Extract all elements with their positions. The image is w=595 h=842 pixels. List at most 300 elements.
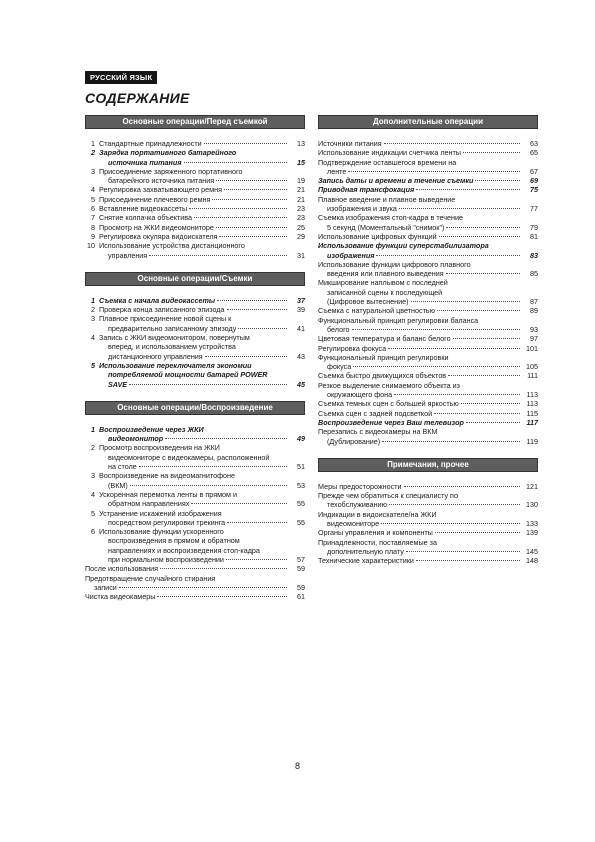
- toc-entry[interactable]: [318, 371, 538, 380]
- entry-number: 7: [91, 213, 95, 223]
- dot-leader: [212, 199, 287, 200]
- entry-title-line: белого: [327, 324, 350, 334]
- entry-title-line: Плавное присоединение новой сцены к: [99, 314, 232, 324]
- dot-leader: [376, 255, 520, 256]
- dot-leader: [446, 227, 520, 228]
- entry-last-line: [318, 344, 538, 353]
- toc-entry[interactable]: [318, 556, 538, 565]
- dot-leader: [216, 227, 287, 228]
- entry-body: [318, 306, 538, 315]
- entry-page: 93: [530, 324, 538, 334]
- entry-title-line: (ВКМ): [108, 480, 128, 490]
- dot-leader: [439, 236, 520, 237]
- entry-number: 2: [91, 148, 95, 158]
- entry-title-line: Регулировка захватывающего ремня: [99, 185, 222, 195]
- entry-body: [318, 409, 538, 418]
- entry-page: 69: [530, 176, 538, 186]
- toc-entry[interactable]: [318, 195, 538, 214]
- entry-body: [99, 296, 305, 305]
- entry-title-line: Воспроизведение на видеомагнитофоне: [99, 471, 235, 481]
- section-header: Основные операции/Съемки: [85, 272, 305, 286]
- dot-leader: [448, 375, 520, 376]
- entry-last-line: [99, 195, 305, 204]
- entry-title-line: Просмотр на ЖКИ видеомониторе: [99, 222, 214, 232]
- entry-number: 8: [91, 222, 95, 232]
- dot-leader: [384, 143, 520, 144]
- entry-title-line: Съемка быстро движущихся объектов: [318, 371, 447, 381]
- toc-entry[interactable]: [85, 232, 305, 241]
- entry-number: 1: [91, 424, 95, 434]
- entry-body: [85, 574, 305, 593]
- entry-title-line: изображения: [327, 250, 375, 260]
- entry-title-line: Функциональный принцип регулировки: [318, 352, 449, 362]
- toc-entry[interactable]: [85, 185, 305, 194]
- entry-title-line: Съемка с натуральной цветностью: [318, 306, 436, 316]
- entry-last-line: [318, 204, 538, 213]
- entry-title-line: Снятие колпачка объектива: [99, 213, 193, 223]
- entry-last-line: [99, 352, 305, 361]
- entry-title-line: потребляемой мощности батарей POWER: [108, 370, 268, 380]
- entry-title-line: Микширование наплывом с последней: [318, 278, 448, 288]
- toc-entry[interactable]: [85, 564, 305, 573]
- entry-body: [99, 241, 305, 260]
- entry-title-line: Съемка изображения стоп-кадра в течение: [318, 213, 464, 223]
- entry-title-line: Использование цифровых функций: [318, 231, 437, 241]
- entry-title-line: Органы управления и компоненты: [318, 528, 433, 538]
- dot-leader: [466, 422, 520, 423]
- dot-leader: [149, 255, 287, 256]
- toc-entry[interactable]: [318, 158, 538, 177]
- entry-last-line: [99, 139, 305, 148]
- dot-leader: [382, 441, 520, 442]
- toc-entry[interactable]: [318, 344, 538, 353]
- entry-number: 2: [91, 305, 95, 315]
- entry-title-line: Устранение искажений изображения: [99, 508, 222, 518]
- entry-body: [99, 148, 305, 167]
- entry-title-line: Использование устройства дистанционного: [99, 241, 245, 251]
- entry-title-line: Воспроизведение через ЖКИ: [99, 424, 204, 434]
- entry-page: 31: [297, 250, 305, 260]
- entry-page: 15: [297, 157, 305, 167]
- toc-entry[interactable]: [318, 482, 538, 491]
- entry-page: 77: [530, 204, 538, 214]
- toc-entry[interactable]: [318, 148, 538, 157]
- entry-last-line: [318, 362, 538, 371]
- entry-body: [318, 427, 538, 446]
- dot-leader: [411, 301, 521, 302]
- dot-leader: [219, 236, 287, 237]
- entry-body: [318, 176, 538, 185]
- toc-entry[interactable]: [318, 353, 538, 372]
- entry-page: 145: [526, 546, 538, 556]
- entry-body: [99, 185, 305, 194]
- entry-page: 59: [297, 564, 305, 574]
- entry-page: 39: [297, 305, 305, 315]
- dot-leader: [165, 438, 287, 439]
- entry-title-line: Использование функции цифрового плавного: [318, 259, 471, 269]
- entry-title-line: посредством регулировки трекинга: [108, 517, 226, 527]
- toc-entry[interactable]: [85, 509, 305, 528]
- toc-entry[interactable]: [85, 204, 305, 213]
- entry-body: [99, 361, 305, 389]
- entry-body: [99, 167, 305, 186]
- dot-leader: [227, 309, 288, 310]
- entry-body: [99, 425, 305, 444]
- entry-title-line: видеомонитор: [108, 434, 164, 444]
- entry-page: 57: [297, 554, 305, 564]
- section-spacer: [85, 389, 305, 401]
- entry-page: 29: [297, 231, 305, 241]
- entry-title-line: батарейного источника питания: [108, 176, 215, 186]
- entry-page: 25: [297, 222, 305, 232]
- entry-last-line: [99, 380, 305, 389]
- toc-entry[interactable]: [318, 409, 538, 418]
- entry-page: 45: [297, 379, 305, 389]
- entry-last-line: [318, 223, 538, 232]
- toc-left-column: [85, 115, 305, 601]
- entry-last-line: [318, 232, 538, 241]
- entry-title-line: (Дублирование): [327, 436, 381, 446]
- entry-title-line: Съемка с начала видеокассеты: [99, 295, 216, 305]
- entry-title-line: Регулировка окуляра видоискателя: [99, 231, 218, 241]
- entry-body: [318, 232, 538, 241]
- dot-leader: [399, 208, 520, 209]
- entry-title-line: предварительно записанному эпизоду: [108, 323, 237, 333]
- toc-entry[interactable]: [318, 241, 538, 260]
- entry-last-line: [318, 334, 538, 343]
- toc-entry[interactable]: [85, 139, 305, 148]
- entry-title-line: Функциональный принцип регулировки баланса: [318, 315, 479, 325]
- entry-body: [318, 399, 538, 408]
- toc-entry[interactable]: [318, 176, 538, 185]
- entry-last-line: [99, 324, 305, 333]
- entry-title-line: Чистка видеокамеры: [85, 592, 156, 602]
- dot-leader: [157, 596, 287, 597]
- entry-body: [99, 490, 305, 509]
- toc-entry[interactable]: [318, 316, 538, 335]
- entry-body: [99, 195, 305, 204]
- dot-leader: [381, 523, 520, 524]
- toc-entry[interactable]: [85, 223, 305, 232]
- toc-entry[interactable]: [85, 471, 305, 490]
- toc-section: [85, 272, 305, 389]
- page-title: СОДЕРЖАНИЕ: [85, 90, 190, 106]
- toc-entry[interactable]: [318, 185, 538, 194]
- entry-title-line: Принадлежности, поставляемые за: [318, 537, 437, 547]
- dot-leader: [446, 273, 520, 274]
- entry-last-line: [85, 583, 305, 592]
- toc-section: [318, 115, 538, 446]
- entry-number: 3: [91, 166, 95, 176]
- dot-leader: [130, 485, 287, 486]
- entry-body: [318, 491, 538, 510]
- entry-body: [318, 185, 538, 194]
- section-header: Дополнительные операции: [318, 115, 538, 129]
- entry-body: [318, 344, 538, 353]
- toc-entry[interactable]: [318, 232, 538, 241]
- entry-title-line: Предотвращение случайного стирания: [85, 573, 216, 583]
- toc-entry[interactable]: [85, 305, 305, 314]
- entry-page: 23: [297, 204, 305, 214]
- entry-body: [99, 223, 305, 232]
- section-header: Основные операции/Воспроизведение: [85, 401, 305, 415]
- entry-title-line: техобслуживанию: [327, 500, 387, 510]
- entry-page: 75: [530, 185, 538, 195]
- entry-page: 63: [530, 139, 538, 148]
- toc-entry[interactable]: [85, 490, 305, 509]
- entry-page: 41: [297, 323, 305, 333]
- dot-leader: [463, 152, 520, 153]
- toc-entry[interactable]: [318, 213, 538, 232]
- toc-entry[interactable]: [318, 260, 538, 279]
- entry-title-line: фокуса: [327, 362, 352, 372]
- entry-page: 23: [297, 213, 305, 223]
- toc-entry[interactable]: [85, 574, 305, 593]
- entry-title-line: После использования: [85, 564, 159, 574]
- entry-title-line: Меры предосторожности: [318, 481, 402, 491]
- entry-title-line: Ускоренная перемотка ленты в прямом и: [99, 489, 237, 499]
- toc-section: [85, 401, 305, 602]
- entry-number: 1: [91, 295, 95, 305]
- entry-page: 49: [297, 434, 305, 444]
- entry-number: 5: [91, 508, 95, 518]
- entry-title-line: ленте: [327, 166, 347, 176]
- entry-last-line: [318, 409, 538, 418]
- entry-page: 121: [526, 481, 538, 491]
- dot-leader: [406, 551, 520, 552]
- entry-title-line: Запись с ЖКИ видеомонитором, повернутым: [99, 333, 250, 343]
- entry-last-line: [99, 518, 305, 527]
- entry-title-line: Использование индикации счетчика ленты: [318, 148, 461, 158]
- entry-title-line: Запись даты и времени в течение съемки: [318, 176, 474, 186]
- dot-leader: [404, 486, 520, 487]
- entry-body: [318, 213, 538, 232]
- entry-number: 3: [91, 314, 95, 324]
- entry-title-line: Цветовая температура и баланс белого: [318, 334, 451, 344]
- dot-leader: [348, 171, 520, 172]
- entry-body: [85, 564, 305, 573]
- dot-leader: [184, 162, 288, 163]
- toc-entry[interactable]: [85, 167, 305, 186]
- entry-title-line: Приводная трансфокация: [318, 185, 415, 195]
- dot-leader: [434, 413, 520, 414]
- toc-entry[interactable]: [318, 399, 538, 408]
- entry-title-line: дополнительную плату: [327, 546, 404, 556]
- entry-page: 21: [297, 185, 305, 195]
- toc-entry[interactable]: [85, 213, 305, 222]
- entry-page: 130: [526, 500, 538, 510]
- toc-entry[interactable]: [318, 491, 538, 510]
- entry-title-line: (Цифровое вытеснение): [327, 297, 409, 307]
- toc-entry[interactable]: [85, 592, 305, 601]
- entry-body: [318, 528, 538, 537]
- entry-page: 97: [530, 334, 538, 344]
- entry-page: 13: [297, 139, 305, 148]
- entry-body: [318, 316, 538, 335]
- toc-entry[interactable]: [318, 427, 538, 446]
- toc-entry[interactable]: [85, 296, 305, 305]
- entry-title-line: Использование переключателя экономии: [99, 360, 252, 370]
- entry-title-line: Присоединение плечевого ремня: [99, 194, 211, 204]
- toc-entry[interactable]: [318, 334, 538, 343]
- entry-page: 37: [297, 295, 305, 305]
- entry-title-line: Прежде чем обратиться к специалисту по: [318, 491, 458, 501]
- entry-last-line: [318, 482, 538, 491]
- entry-last-line: [318, 500, 538, 509]
- toc-entry[interactable]: [85, 195, 305, 204]
- entry-last-line: [318, 399, 538, 408]
- entry-title-line: Использование функции ускоренного: [99, 527, 224, 537]
- entry-body: [318, 260, 538, 279]
- entry-last-line: [85, 564, 305, 573]
- dot-leader: [394, 394, 520, 395]
- entry-title-line: Стандартные принадлежности: [99, 139, 202, 148]
- toc-entry[interactable]: [85, 333, 305, 361]
- toc-entry[interactable]: [85, 425, 305, 444]
- entry-last-line: [318, 176, 538, 185]
- entry-page: 133: [526, 518, 538, 528]
- entry-body: [318, 556, 538, 565]
- entry-title-line: дистанционного управления: [108, 351, 203, 361]
- dot-leader: [119, 587, 287, 588]
- toc-entry[interactable]: [85, 241, 305, 260]
- dot-leader: [238, 328, 287, 329]
- dot-leader: [388, 348, 520, 349]
- entry-page: 19: [297, 176, 305, 186]
- entry-title-line: вперед, и использованием устройства: [108, 342, 236, 352]
- toc-entry[interactable]: [318, 381, 538, 400]
- entry-page: 113: [526, 399, 538, 409]
- entry-page: 59: [297, 582, 305, 592]
- entry-title-line: при нормальном воспроизведении: [108, 554, 224, 564]
- entry-body: [99, 509, 305, 528]
- entry-last-line: [99, 305, 305, 314]
- entry-title-line: Просмотр воспроизведения на ЖКИ: [99, 443, 220, 453]
- entry-title-line: Зарядка портативного батарейного: [99, 148, 237, 158]
- entry-last-line: [318, 547, 538, 556]
- entry-page: 139: [526, 528, 538, 538]
- entry-number: 4: [91, 489, 95, 499]
- dot-leader: [453, 338, 520, 339]
- section-header: Основные операции/Перед съемкой: [85, 115, 305, 129]
- entry-body: [318, 278, 538, 306]
- entry-page: 119: [526, 436, 538, 446]
- toc-entry[interactable]: [318, 538, 538, 557]
- toc-entry[interactable]: [85, 527, 305, 564]
- entry-last-line: [99, 232, 305, 241]
- toc-entry[interactable]: [318, 528, 538, 537]
- entry-title-line: Использование функции суперстабилизатора: [318, 241, 489, 251]
- entry-title-line: управления: [108, 250, 148, 260]
- dot-leader: [353, 366, 520, 367]
- toc-entry[interactable]: [85, 314, 305, 333]
- dot-leader: [139, 466, 287, 467]
- entry-title-line: воспроизведения в прямом и обратном: [108, 536, 240, 546]
- entry-last-line: [318, 371, 538, 380]
- entry-title-line: Проверка конца записанного эпизода: [99, 305, 225, 315]
- entry-last-line: [99, 499, 305, 508]
- entry-page: 61: [297, 592, 305, 602]
- dot-leader: [194, 217, 287, 218]
- toc-entry[interactable]: [85, 443, 305, 471]
- entry-last-line: [318, 148, 538, 157]
- entry-last-line: [99, 462, 305, 471]
- entry-body: [99, 471, 305, 490]
- toc-entry[interactable]: [318, 139, 538, 148]
- entry-body: [318, 158, 538, 177]
- entry-title-line: Подтверждение оставшегося времени на: [318, 157, 457, 167]
- entry-body: [318, 381, 538, 400]
- entry-page: 105: [526, 362, 538, 372]
- dot-leader: [204, 143, 287, 144]
- toc-entry[interactable]: [85, 361, 305, 389]
- dot-leader: [224, 189, 287, 190]
- entry-page: 87: [530, 297, 538, 307]
- entry-page: 115: [526, 408, 538, 418]
- entry-body: [99, 527, 305, 564]
- dot-leader: [205, 356, 287, 357]
- entry-last-line: [85, 592, 305, 601]
- entry-title-line: Регулировка фокуса: [318, 343, 387, 353]
- dot-leader: [191, 503, 287, 504]
- section-spacer: [85, 260, 305, 272]
- entry-last-line: [318, 528, 538, 537]
- entry-title-line: Резкое выделение снимаемого объекта из: [318, 380, 460, 390]
- dot-leader: [352, 329, 520, 330]
- entry-number: 5: [91, 360, 95, 370]
- entry-number: 2: [91, 443, 95, 453]
- entry-title-line: Вставление видеокассеты: [99, 204, 188, 214]
- entry-body: [318, 482, 538, 491]
- entry-last-line: [99, 251, 305, 260]
- entry-title-line: источника питания: [108, 157, 182, 167]
- entry-title-line: видеомониторе: [327, 518, 380, 528]
- entry-number: 6: [91, 527, 95, 537]
- entry-title-line: Перезапись с видеокамеры на ВКМ: [318, 427, 438, 437]
- entry-title-line: Индикации в видоискателе/на ЖКИ: [318, 509, 437, 519]
- toc-entry[interactable]: [318, 278, 538, 306]
- entry-title-line: записи: [94, 582, 117, 592]
- entry-page: 113: [526, 390, 538, 400]
- entry-body: [318, 538, 538, 557]
- entry-last-line: [318, 418, 538, 427]
- entry-last-line: [318, 306, 538, 315]
- toc-entry[interactable]: [318, 510, 538, 529]
- section-spacer: [318, 446, 538, 458]
- entry-number: 3: [91, 471, 95, 481]
- dot-leader: [189, 208, 287, 209]
- dot-leader: [160, 568, 287, 569]
- entry-page: 55: [297, 499, 305, 509]
- entry-page: 101: [526, 343, 538, 353]
- entry-page: 89: [530, 306, 538, 316]
- entry-body: [318, 241, 538, 260]
- dot-leader: [129, 384, 287, 385]
- toc-entry[interactable]: [318, 306, 538, 315]
- language-tag: РУССКИЙ ЯЗЫК: [85, 71, 157, 84]
- entry-body: [85, 592, 305, 601]
- entry-last-line: [99, 213, 305, 222]
- entry-number: 5: [91, 194, 95, 204]
- entry-last-line: [99, 185, 305, 194]
- toc-entry[interactable]: [85, 148, 305, 167]
- dot-leader: [416, 560, 520, 561]
- toc-section: [85, 115, 305, 260]
- toc-entry[interactable]: [318, 418, 538, 427]
- page-number: 8: [294, 761, 300, 771]
- entry-page: 43: [297, 351, 305, 361]
- entry-title-line: Воспроизведение через Ваш телевизор: [318, 417, 464, 427]
